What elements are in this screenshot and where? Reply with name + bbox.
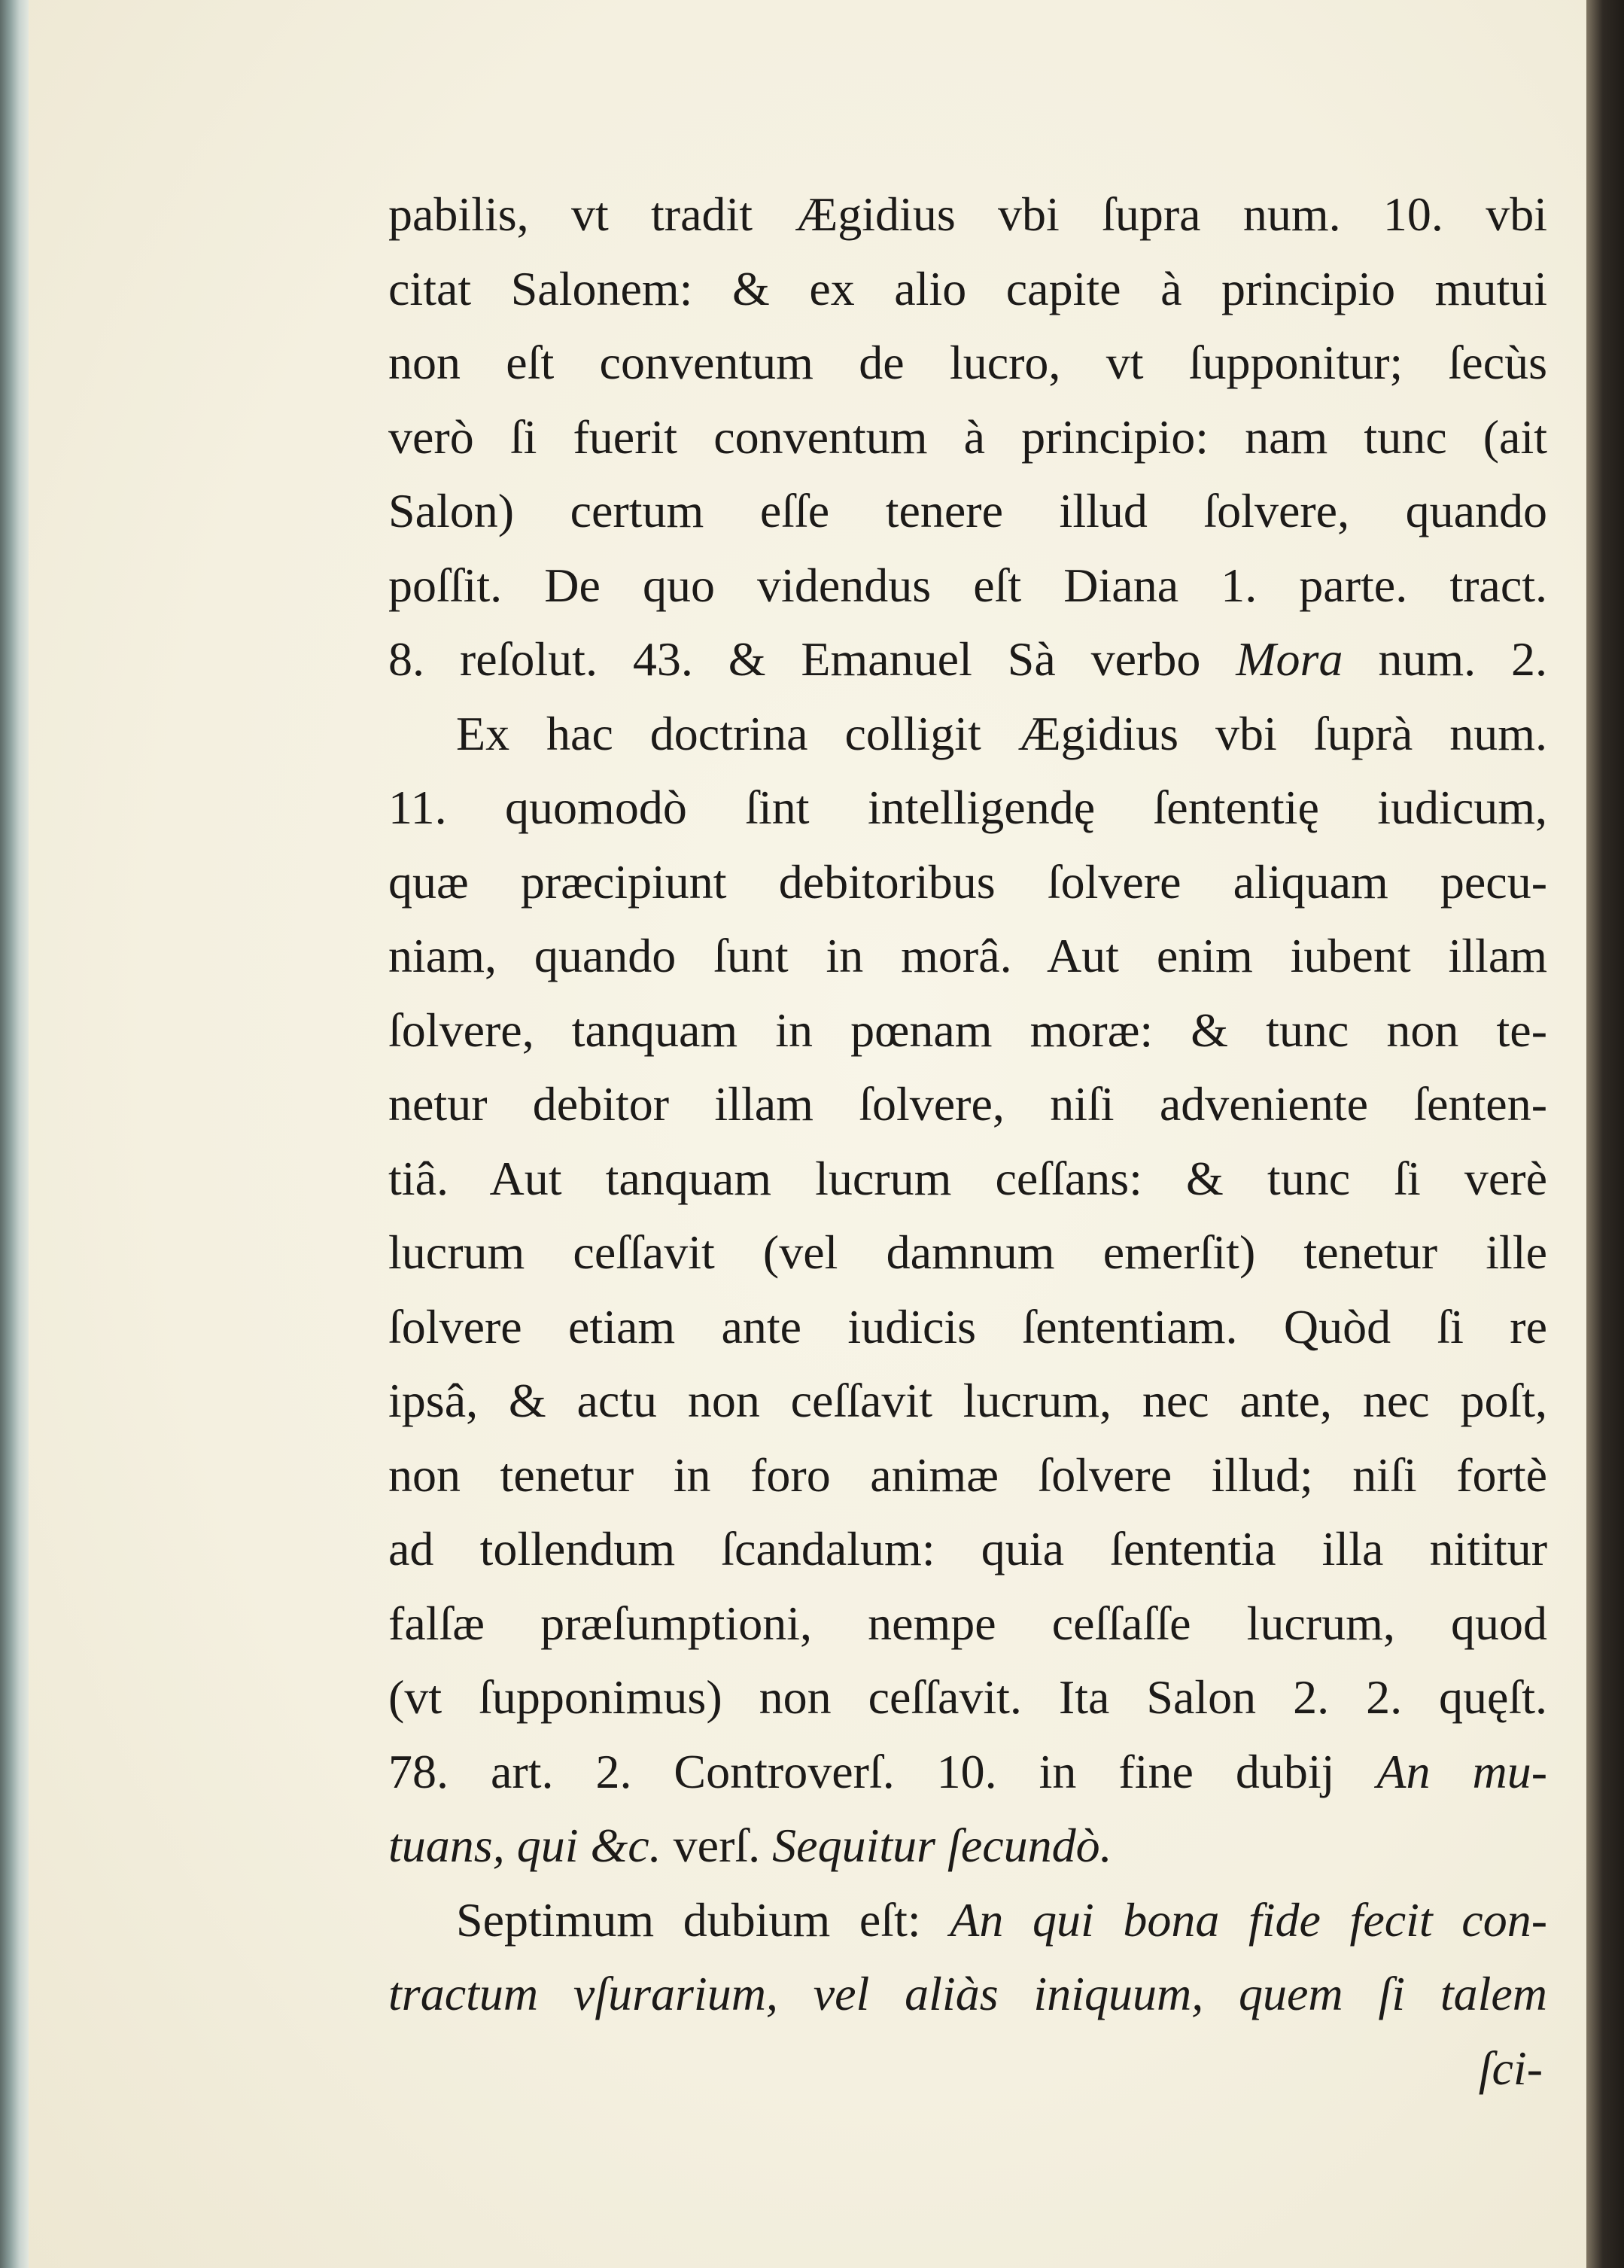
text-line [388, 178, 1547, 252]
roman-run: verſ. [661, 1819, 773, 1872]
text-line [388, 623, 1547, 697]
roman-run: poſſit. De quo videndus eſt Diana 1. parte. tract. [388, 558, 1547, 612]
roman-run: 78. art. 2. Controverſ. 10. in fine dubij [388, 1744, 1377, 1798]
roman-run: netur debitor illam ſolvere, niſi adveniente ſenten- [388, 1077, 1547, 1131]
roman-run: 8. reſolut. 43. & Emanuel Sà verbo [388, 632, 1236, 686]
roman-run: non eſt conventum de lucro, vt ſupponitur; ſecùs [388, 336, 1547, 389]
roman-run: 11. quomodò ſint intelligendę ſententię iudicum, [388, 781, 1547, 834]
text-line [388, 1957, 1547, 2032]
text-line [388, 994, 1547, 1068]
text-line [388, 326, 1547, 400]
roman-run: verò ſi fuerit conventum à principio: nam tunc (ait [388, 409, 1547, 464]
paper-leaf [29, 0, 1586, 2268]
roman-run: Salon) certum eſſe tenere illud ſolvere, quando [388, 484, 1547, 537]
text-line [388, 2032, 1547, 2106]
latin-text-block [388, 178, 1547, 2105]
text-line [388, 919, 1547, 994]
roman-run: (vt ſupponimus) non ceſſavit. Ita Salon 2. 2. quęſt. [388, 1670, 1547, 1724]
roman-run: Septimum dubium eſt: [456, 1892, 950, 1947]
text-line [388, 1142, 1547, 1216]
text-line [388, 400, 1547, 475]
text-line [388, 1512, 1547, 1587]
italic-run: Sequitur ſecundò. [772, 1819, 1112, 1872]
roman-run: ſolvere, tanquam in pœnam moræ: & tunc non te- [388, 1003, 1547, 1057]
text-line [388, 1290, 1547, 1365]
text-line [388, 845, 1547, 920]
text-line [388, 1883, 1547, 1958]
italic-run: ſci- [1478, 2041, 1543, 2095]
text-line [388, 1735, 1547, 1810]
text-line [388, 771, 1547, 845]
roman-run: pabilis, vt tradit Ægidius vbi ſupra num. 10. vbi [388, 187, 1547, 241]
text-line [388, 1067, 1547, 1142]
italic-run: Mora [1236, 632, 1343, 686]
italic-run: An qui bona fide fecit con- [950, 1892, 1548, 1947]
text-line [388, 252, 1547, 327]
roman-run: citat Salonem: & ex alio capite à principio mutui [388, 261, 1547, 315]
text-line [388, 1809, 1547, 1883]
roman-run: falſæ præſumptioni, nempe ceſſaſſe lucrum, quod [388, 1596, 1547, 1650]
text-line [388, 1438, 1547, 1513]
italic-run: tractum vſurarium, vel aliàs iniquum, quem ſi talem [388, 1967, 1547, 2020]
text-line [388, 1216, 1547, 1290]
roman-run: tiâ. Aut tanquam lucrum ceſſans: & tunc ſi verè [388, 1151, 1547, 1205]
roman-run: quæ præcipiunt debitoribus ſolvere aliquam pecu- [388, 854, 1547, 909]
roman-run: ipsâ, & actu non ceſſavit lucrum, nec ante, nec poſt, [388, 1374, 1547, 1427]
italic-run: An mu- [1376, 1744, 1548, 1798]
roman-run: Ex hac doctrina colligit Ægidius vbi ſuprà num. [456, 706, 1547, 760]
roman-run: ſolvere etiam ante iudicis ſententiam. Quòd ſi re [388, 1299, 1547, 1353]
roman-run: ad tollendum ſcandalum: quia ſententia illa nititur [388, 1522, 1547, 1575]
text-line [388, 1587, 1547, 1661]
text-line [388, 549, 1547, 623]
roman-run: non tenetur in foro animæ ſolvere illud; niſi fortè [388, 1448, 1547, 1502]
roman-run: niam, quando ſunt in morâ. Aut enim iubent illam [388, 929, 1547, 982]
text-line [388, 697, 1547, 772]
italic-run: tuans, qui &c. [388, 1819, 661, 1872]
roman-run: num. 2. [1343, 632, 1548, 686]
text-line [388, 1364, 1547, 1438]
roman-run: lucrum ceſſavit (vel damnum emerſit) tenetur ille [388, 1225, 1547, 1279]
text-line [388, 474, 1547, 549]
text-line [388, 1661, 1547, 1735]
